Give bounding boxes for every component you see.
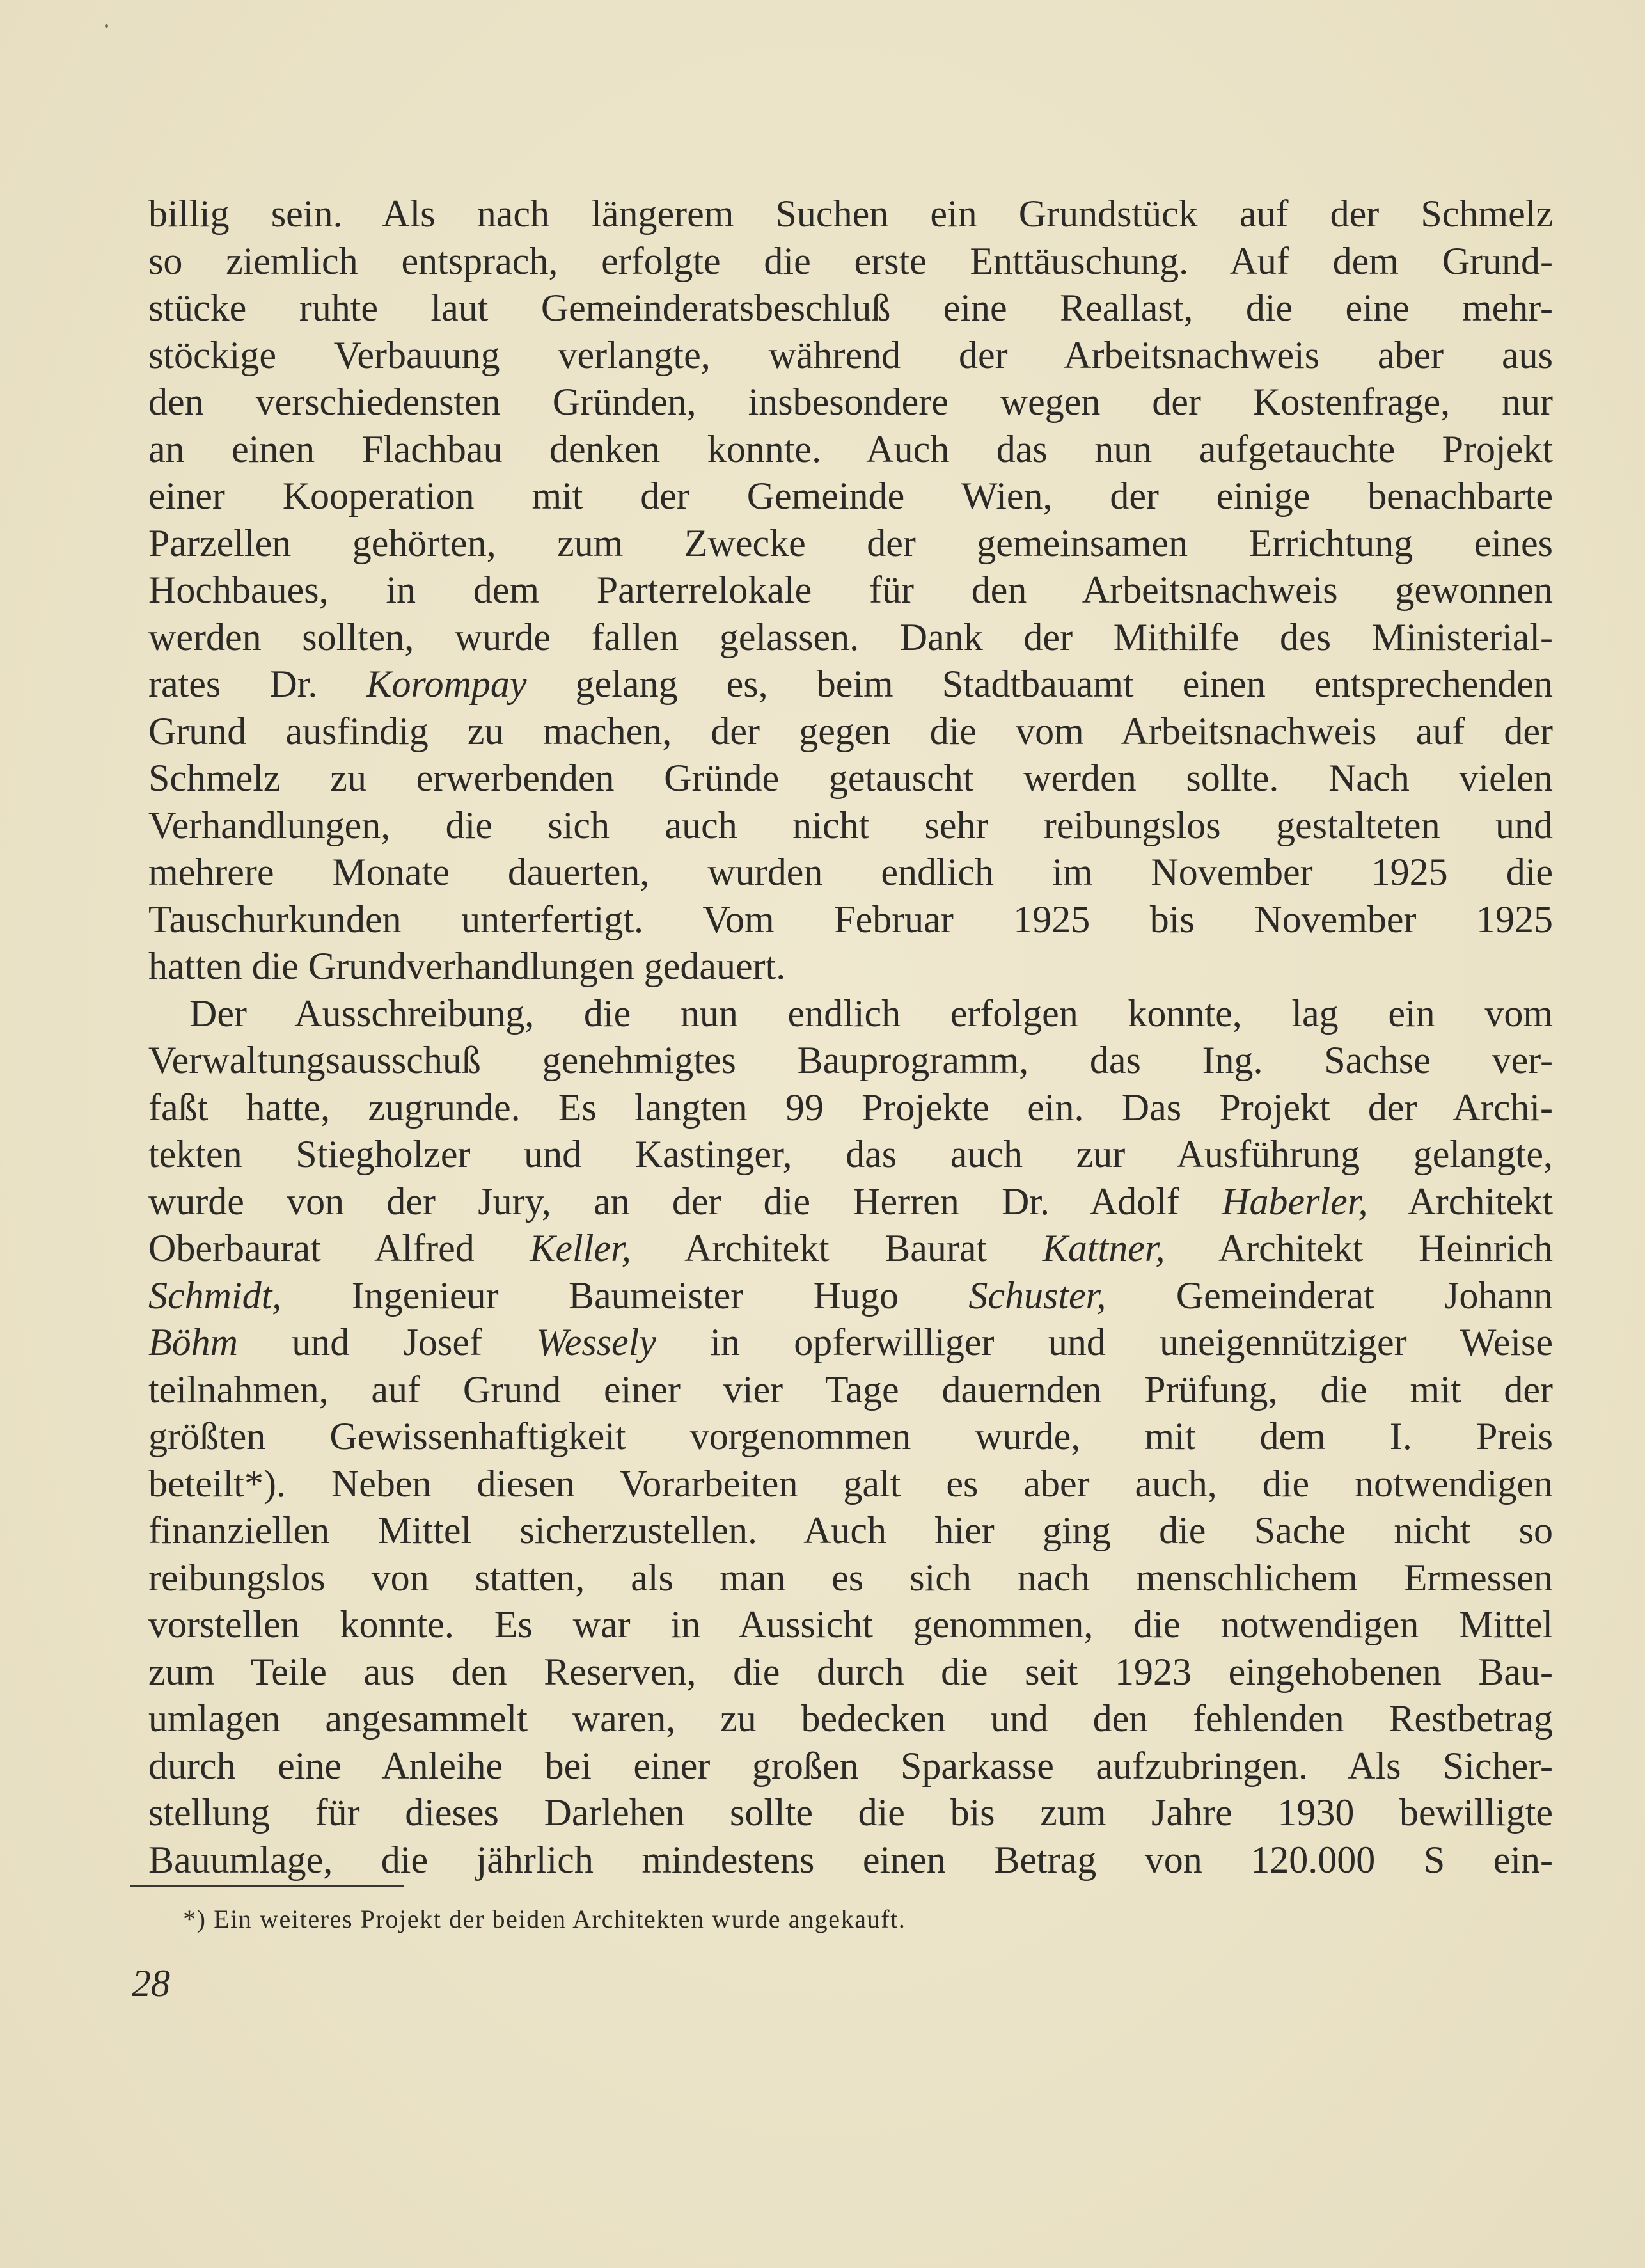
text-line: mehrere Monate dauerten, wurden endlich im November 1925 die — [148, 851, 1553, 893]
text-run: Ingenieur Baumeister Hugo — [281, 1274, 969, 1317]
text-line: Verhandlungen, die sich auch nicht sehr reibungslos gestalteten und — [148, 804, 1553, 846]
text-line: Bauumlage, die jährlich mindestens einen Betrag von 120.000 S ein- — [148, 1838, 1553, 1881]
text-line: den verschiedensten Gründen, insbesondere wegen der Kostenfrage, nur — [148, 381, 1553, 423]
text-run: Gemeinderat Johann — [1106, 1274, 1553, 1317]
text-line: stöckige Verbauung verlangte, während der Arbeitsnachweis aber aus — [148, 333, 1553, 376]
text-line: Parzellen gehörten, zum Zwecke der gemeinsamen Errichtung eines — [148, 521, 1553, 564]
italic-name: Haberler, — [1222, 1180, 1368, 1223]
text-line: so ziemlich entsprach, erfolgte die erste Enttäuschung. Auf dem Grund- — [148, 239, 1553, 282]
print-speck — [105, 24, 108, 28]
text-line: einer Kooperation mit der Gemeinde Wien, der einige benachbarte — [148, 475, 1553, 517]
text-line: größten Gewissenhaftigkeit vorgenommen wurde, mit dem I. Preis — [148, 1415, 1553, 1457]
text-line: zum Teile aus den Reserven, die durch die seit 1923 eingehobenen Bau- — [148, 1650, 1553, 1693]
text-line: tekten Stiegholzer und Kastinger, das auch zur Ausführung gelangte, — [148, 1133, 1553, 1175]
text-line: stücke ruhte laut Gemeinderatsbeschluß eine Reallast, die eine mehr- — [148, 287, 1553, 329]
text-line: Hochbaues, in dem Parterrelokale für den Arbeitsnachweis gewonnen — [148, 569, 1553, 611]
text-run: in opferwilliger und uneigennütziger Weise — [656, 1321, 1553, 1363]
text-run: rates Dr. — [148, 663, 366, 705]
text-run: Architekt Heinrich — [1165, 1227, 1553, 1269]
text-line: finanziellen Mittel sicherzustellen. Auch hier ging die Sache nicht so — [148, 1509, 1553, 1551]
text-line: hatten die Grundverhandlungen gedauert. — [148, 945, 786, 987]
text-run: wurde von der Jury, an der die Herren Dr. Adolf — [148, 1180, 1222, 1223]
text-line: faßt hatte, zugrunde. Es langten 99 Projekte ein. Das Projekt der Archi- — [148, 1086, 1553, 1129]
text-run: Architekt Baurat — [631, 1227, 1043, 1269]
text-line: teilnahmen, auf Grund einer vier Tage dauernden Prüfung, die mit der — [148, 1368, 1553, 1411]
text-run: und Josef — [237, 1321, 537, 1363]
text-line: Der Ausschreibung, die nun endlich erfolgen konnte, lag ein vom — [189, 992, 1553, 1035]
italic-name: Kattner, — [1042, 1227, 1165, 1269]
text-line: Grund ausfindig zu machen, der gegen die vom Arbeitsnachweis auf der — [148, 710, 1553, 752]
page-number: 28 — [132, 1962, 170, 2004]
text-line — [148, 1319, 1553, 1367]
text-line: Schmelz zu erwerbenden Gründe getauscht werden sollte. Nach vielen — [148, 757, 1553, 799]
text-run: Architekt — [1367, 1180, 1553, 1223]
italic-name: Schmidt, — [148, 1274, 282, 1317]
text-line: vorstellen konnte. Es war in Aussicht genommen, die notwendigen Mittel — [148, 1603, 1553, 1645]
text-run: Oberbaurat Alfred — [148, 1227, 530, 1269]
body-text — [148, 191, 1553, 1883]
text-line: beteilt*). Neben diesen Vorarbeiten galt es aber auch, die notwendigen — [148, 1462, 1553, 1505]
footnote: *) Ein weiteres Projekt der beiden Architekten wurde angekauft. — [183, 1905, 906, 1933]
italic-name: Schuster, — [968, 1274, 1106, 1317]
text-line: umlagen angesammelt waren, zu bedecken und den fehlenden Restbetrag — [148, 1697, 1553, 1740]
text-line: durch eine Anleihe bei einer großen Sparkasse aufzubringen. Als Sicher- — [148, 1744, 1553, 1787]
text-line — [148, 1225, 1553, 1273]
text-line: billig sein. Als nach längerem Suchen ein Grundstück auf der Schmelz — [148, 193, 1553, 235]
text-line: stellung für dieses Darlehen sollte die bis zum Jahre 1930 bewilligte — [148, 1791, 1553, 1834]
italic-name: Wessely — [536, 1321, 656, 1363]
italic-name: Böhm — [148, 1321, 238, 1363]
text-line — [148, 1178, 1553, 1226]
text-line: Tauschurkunden unterfertigt. Vom Februar 1925 bis November 1925 — [148, 898, 1553, 940]
text-line: Verwaltungsausschuß genehmigtes Bauprogramm, das Ing. Sachse ver- — [148, 1039, 1553, 1081]
footnote-rule — [130, 1885, 404, 1887]
text-run: gelang es, beim Stadtbauamt einen entsprechenden — [526, 663, 1553, 705]
italic-name: Keller, — [530, 1227, 631, 1269]
text-line: werden sollten, wurde fallen gelassen. Dank der Mithilfe des Ministerial- — [148, 615, 1553, 658]
text-line: an einen Flachbau denken konnte. Auch das nun aufgetauchte Projekt — [148, 427, 1553, 470]
text-line — [148, 1273, 1553, 1320]
italic-name: Korompay — [366, 663, 527, 705]
text-line: reibungslos von statten, als man es sich nach menschlichem Ermessen — [148, 1556, 1553, 1599]
text-line — [148, 661, 1553, 708]
